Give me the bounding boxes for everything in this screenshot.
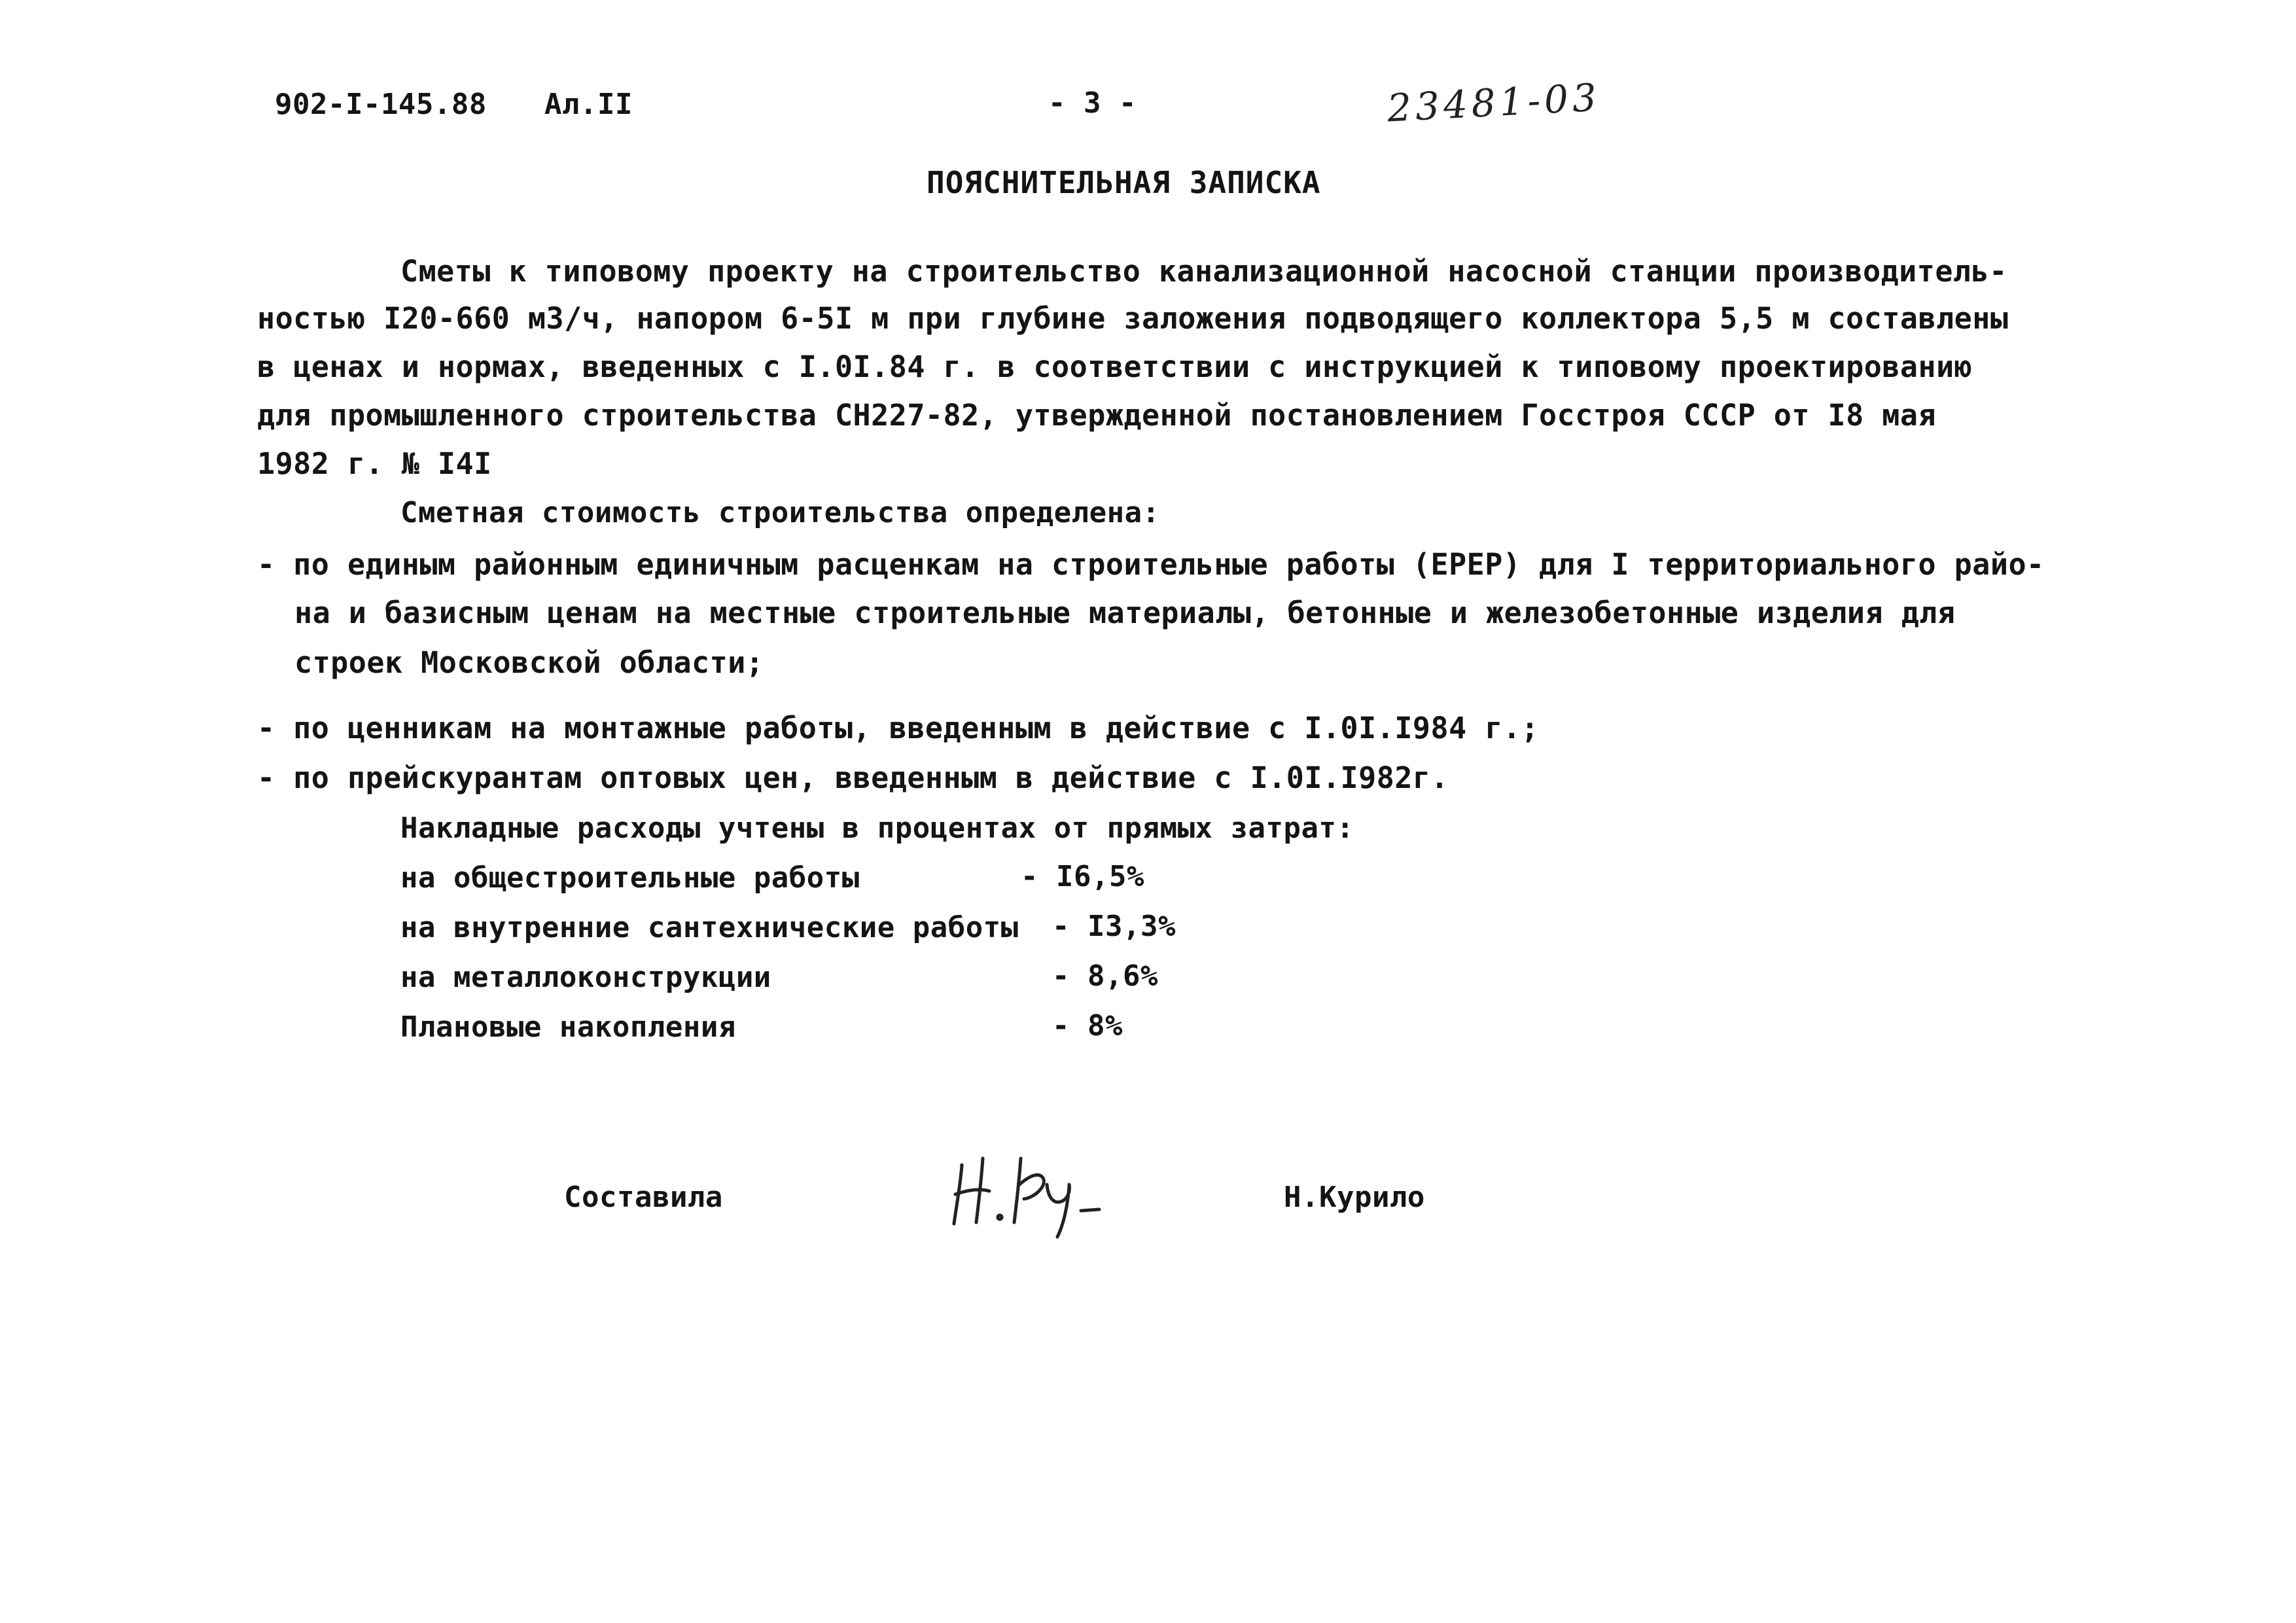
rate-value-general-construction: - I6,5% (1021, 860, 1144, 893)
bullet-1-line-1: - по единым районным единичным расценкам на строительные работы (ЕРЕР) для I территориального райо- (257, 547, 2045, 582)
overhead-heading: Накладные расходы учтены в процентах от прямых затрат: (400, 812, 1354, 845)
cost-heading: Сметная стоимость строительства определена: (400, 496, 1160, 529)
signoff-name: Н.Курило (1284, 1181, 1425, 1214)
intro-line-2: ностью I20-660 м3/ч, напором 6-5I м при глубине заложения подводящего коллектора 5,5 м составлены (257, 301, 2009, 336)
handwritten-signature (942, 1139, 1112, 1243)
page-title: ПОЯСНИТЕЛЬНАЯ ЗАПИСКА (927, 165, 1321, 200)
inventory-number: 23481-03 (1386, 75, 1602, 131)
rate-value-plumbing: - I3,3% (1052, 910, 1176, 943)
intro-line-3: в ценах и нормах, введенных с I.0I.84 г. в соответствии с инструкцией к типовому проектированию (257, 349, 1973, 384)
rate-name-plumbing: на внутренние сантехнические работы (400, 911, 1019, 944)
document-code: 902-I-145.88 (275, 88, 487, 121)
bullet-3-line-1: - по прейскурантам оптовых цен, введенным в действие с I.0I.I982г. (257, 760, 1449, 795)
rate-name-general-construction: на общестроительные работы (400, 861, 860, 895)
intro-line-5: 1982 г. № I4I (257, 446, 492, 481)
intro-line-1: Сметы к типовому проекту на строительство канализационной насосной станции производитель- (400, 254, 2007, 289)
page-number: - 3 - (1048, 86, 1137, 120)
bullet-2-line-1: - по ценникам на монтажные работы, введенным в действие с I.0I.I984 г.; (257, 711, 1540, 745)
rate-name-metal-structures: на металлоконструкции (400, 961, 771, 994)
sheet-number: Ал.II (544, 88, 633, 121)
bullet-1-line-3: строек Московской области; (294, 645, 764, 680)
signoff-role: Составила (564, 1181, 723, 1214)
bullet-1-line-2: на и базисным ценам на местные строительные материалы, бетонные и железобетонные изделия для (294, 596, 1956, 630)
rate-value-metal-structures: - 8,6% (1052, 959, 1158, 993)
intro-line-4: для промышленного строительства СН227-82, утвержденной постановлением Госстроя СССР от I8 мая (257, 398, 1937, 433)
rate-value-planned-savings: - 8% (1052, 1009, 1123, 1043)
rate-name-planned-savings: Плановые накопления (400, 1010, 736, 1044)
